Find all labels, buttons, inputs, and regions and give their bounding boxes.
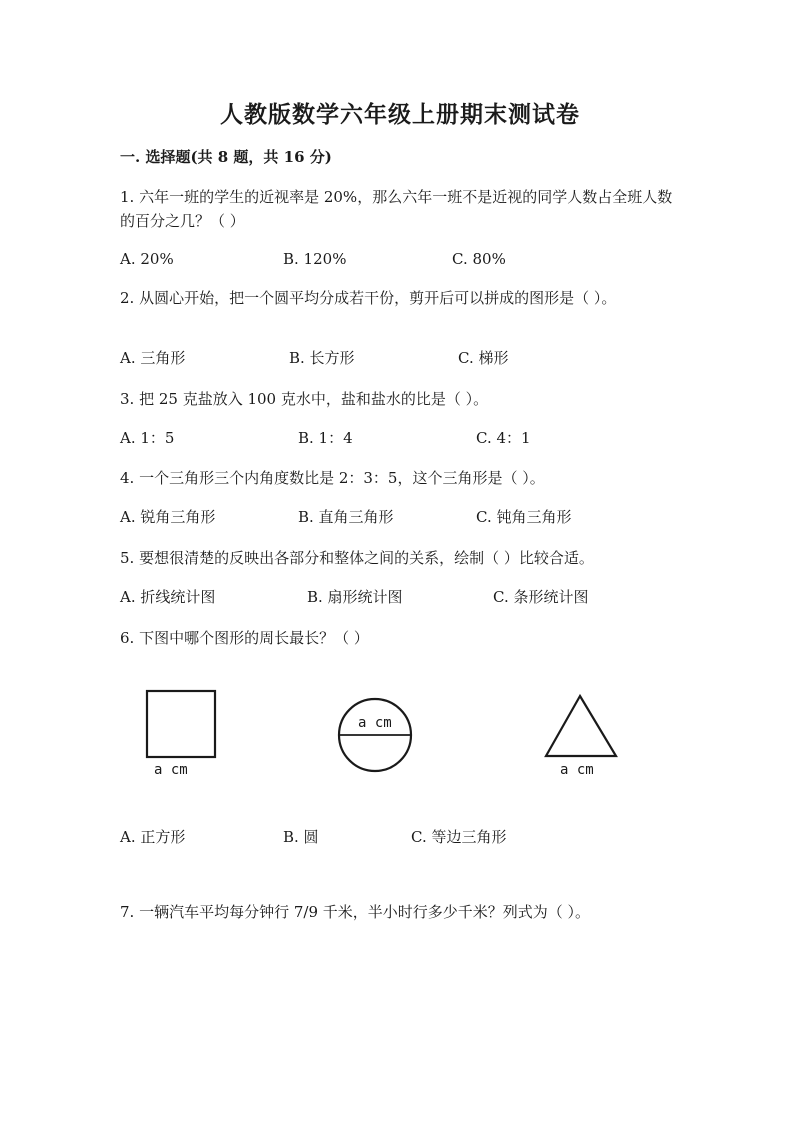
question-5: 5. 要想很清楚的反映出各部分和整体之间的关系，绘制（ ）比较合适。 [120, 549, 594, 567]
circle-figure [332, 690, 422, 780]
q6-option-b: B. 圆 [283, 828, 319, 846]
q5-option-a: A. 折线统计图 [120, 588, 216, 606]
q1-option-a: A. 20% [120, 250, 174, 268]
question-7: 7. 一辆汽车平均每分钟行 7/9 千米，半小时行多少千米？列式为（ ）。 [120, 903, 591, 921]
q4-option-c: C. 钝角三角形 [476, 508, 572, 526]
question-6: 6. 下图中哪个图形的周长最长？（ ） [120, 629, 369, 647]
q3-option-c: C. 4：1 [476, 429, 531, 447]
q3-option-a: A. 1：5 [120, 429, 175, 447]
q2-option-c: C. 梯形 [458, 349, 509, 367]
q6-option-c: C. 等边三角形 [411, 828, 507, 846]
q1-option-b: B. 120% [283, 250, 347, 268]
question-3: 3. 把 25 克盐放入 100 克水中，盐和盐水的比是（ ）。 [120, 390, 489, 408]
circle-label: a cm [358, 715, 392, 731]
question-2: 2. 从圆心开始，把一个圆平均分成若干份，剪开后可以拼成的图形是（ ）。 [120, 289, 617, 307]
section-heading: 一. 选择题(共 8 题，共 16 分) [120, 148, 332, 166]
square-label: a cm [154, 762, 188, 778]
q2-option-a: A. 三角形 [120, 349, 186, 367]
q4-option-a: A. 锐角三角形 [120, 508, 216, 526]
triangle-label: a cm [560, 762, 594, 778]
q2-option-b: B. 长方形 [289, 349, 355, 367]
q6-option-a: A. 正方形 [120, 828, 186, 846]
q4-option-b: B. 直角三角形 [298, 508, 394, 526]
page-title: 人教版数学六年级上册期末测试卷 [220, 101, 580, 128]
question-1: 1. 六年一班的学生的近视率是 20%，那么六年一班不是近视的同学人数占全班人数的百分之几？（ ） [120, 188, 673, 230]
q5-option-b: B. 扇形统计图 [307, 588, 403, 606]
q1-option-c: C. 80% [452, 250, 506, 268]
square-shape [147, 691, 215, 757]
q3-option-b: B. 1：4 [298, 429, 353, 447]
q5-option-c: C. 条形统计图 [493, 588, 589, 606]
triangle-figure [540, 688, 630, 763]
triangle-shape [546, 696, 616, 756]
square-figure [140, 685, 230, 765]
question-4: 4. 一个三角形三个内角度数比是 2：3：5，这个三角形是（ ）。 [120, 469, 545, 487]
